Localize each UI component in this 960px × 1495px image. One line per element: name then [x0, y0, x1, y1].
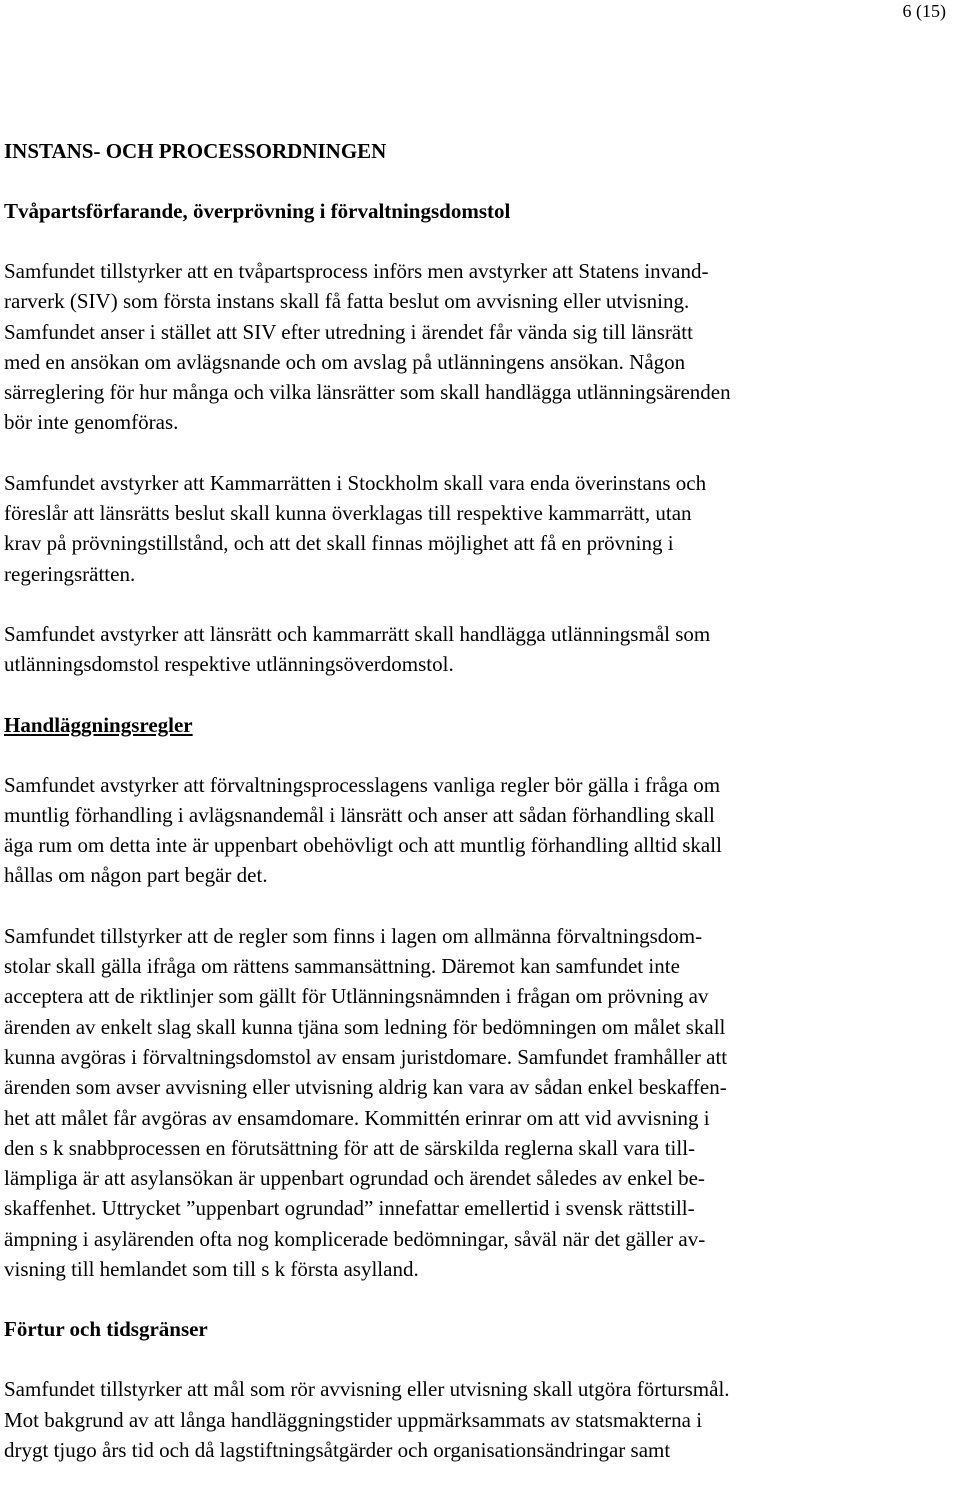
- paragraph: [4, 256, 949, 438]
- text-line: muntlig förhandling i avlägsnandemål i länsrätt och anser att sådan förhandling skall: [4, 802, 715, 827]
- text-line: Mot bakgrund av att långa handläggningstider uppmärksammats av statsmakterna i: [4, 1407, 703, 1432]
- text-line: ärenden som avser avvisning eller utvisning aldrig kan vara av sådan enkel beskaffen-: [4, 1075, 727, 1100]
- paragraph: [4, 921, 949, 1285]
- text-line: kunna avgöras i förvaltningsdomstol av ensam juristdomare. Samfundet framhåller att: [4, 1044, 728, 1069]
- text-line: ärenden av enkelt slag skall kunna tjäna som ledning för bedömningen om målet skall: [4, 1014, 726, 1039]
- text-line: Samfundet avstyrker att länsrätt och kammarrätt skall handlägga utlänningsmål som: [4, 621, 711, 646]
- text-line: skaffenhet. Uttrycket ”uppenbart ogrundad” innefattar emellertid i svensk rättstill-: [4, 1196, 695, 1221]
- text-line: het att målet får avgöras av ensamdomare. Kommittén erinrar om att vid avvisning i: [4, 1105, 710, 1130]
- text-line: Samfundet tillstyrker att mål som rör avvisning eller utvisning skall utgöra förtursmål.: [4, 1377, 730, 1402]
- text-line: visning till hemlandet som till s k första asylland.: [4, 1257, 419, 1282]
- section-heading: Förtur och tidsgränser: [4, 1317, 208, 1342]
- text-line: Samfundet anser i stället att SIV efter utredning i ärendet får vända sig till länsrätt: [4, 319, 693, 344]
- text-line: Samfundet tillstyrker att de regler som finns i lagen om allmänna förvaltningsdom-: [4, 923, 703, 948]
- text-line: drygt tjugo års tid och då lagstiftningsåtgärder och organisationsändringar samt: [4, 1437, 671, 1462]
- text-line: Samfundet avstyrker att förvaltningsprocesslagens vanliga regler bör gälla i fråga om: [4, 772, 721, 797]
- text-line: Samfundet avstyrker att Kammarrätten i Stockholm skall vara enda överinstans och: [4, 470, 707, 495]
- document-body: [4, 136, 949, 1495]
- text-line: hållas om någon part begär det.: [4, 863, 268, 888]
- text-line: regeringsrätten.: [4, 561, 136, 586]
- text-line: föreslår att länsrätts beslut skall kunna överklagas till respektive kammarrätt, utan: [4, 501, 692, 526]
- paragraph: [4, 619, 949, 680]
- text-line: acceptera att de riktlinjer som gällt för Utlänningsnämnden i frågan om prövning av: [4, 984, 709, 1009]
- text-line: rarverk (SIV) som första instans skall få fatta beslut om avvisning eller utvisning.: [4, 289, 690, 314]
- text-line: lämpliga är att asylansökan är uppenbart ogrundad och ärendet således av enkel be-: [4, 1166, 705, 1191]
- section-heading: Handläggningsregler: [4, 712, 193, 737]
- text-line: krav på prövningstillstånd, och att det skall finnas möjlighet att få en prövning i: [4, 531, 674, 556]
- text-line: utlänningsdomstol respektive utlänningsöverdomstol.: [4, 652, 454, 677]
- text-line: ämpning i asylärenden ofta nog komplicerade bedömningar, såväl när det gäller av-: [4, 1226, 706, 1251]
- text-line: Samfundet tillstyrker att en tvåpartsprocess införs men avstyrker att Statens invand-: [4, 259, 709, 283]
- page-number: 6 (15): [902, 1, 946, 21]
- paragraph: [4, 770, 949, 891]
- paragraph: [4, 468, 949, 589]
- section-heading: Tvåpartsförfarande, överprövning i förvaltningsdomstol: [4, 199, 511, 223]
- text-line: stolar skall gälla ifråga om rättens sammansättning. Däremot kan samfundet inte: [4, 954, 680, 979]
- document-title: INSTANS- OCH PROCESSORDNINGEN: [4, 139, 387, 163]
- text-line: den s k snabbprocessen en förutsättning för att de särskilda reglerna skall vara till-: [4, 1135, 696, 1160]
- text-line: bör inte genomföras.: [4, 410, 179, 435]
- paragraph: [4, 1374, 949, 1465]
- text-line: särreglering för hur många och vilka länsrätter som skall handlägga utlänningsärenden: [4, 380, 731, 405]
- text-line: äga rum om detta inte är uppenbart obehövligt och att muntlig förhandling alltid skall: [4, 833, 722, 858]
- text-line: med en ansökan om avlägsnande och om avslag på utlänningens ansökan. Någon: [4, 349, 686, 374]
